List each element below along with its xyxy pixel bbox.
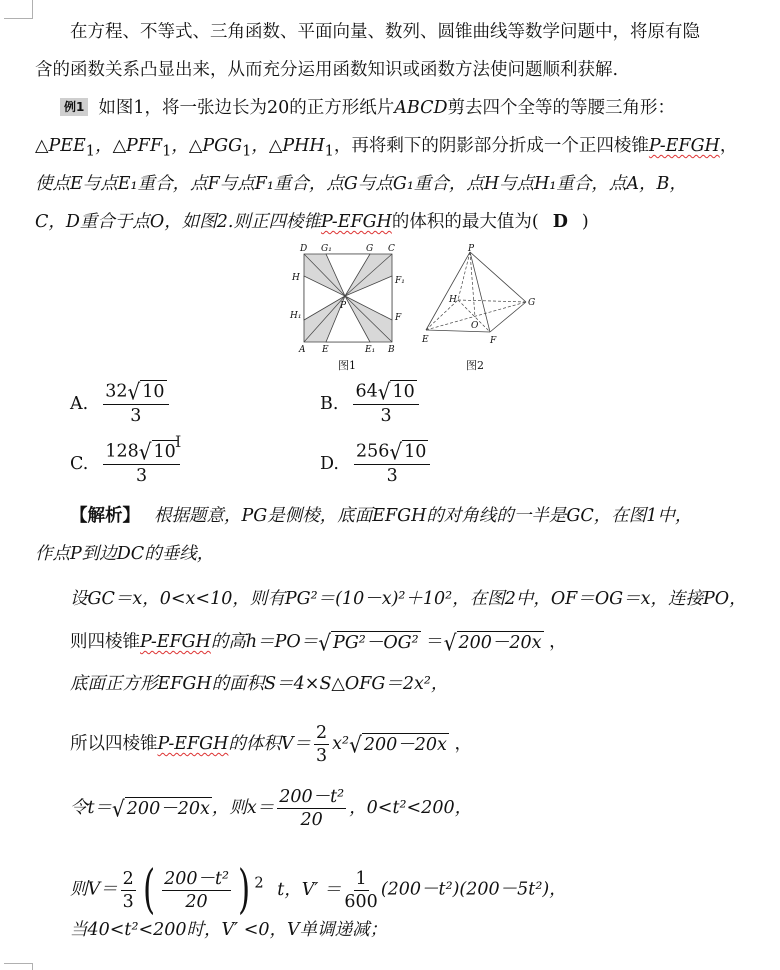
text: (200－t²)(200－5t²)， <box>380 879 567 900</box>
denominator: 3 <box>135 466 148 486</box>
option-fraction: 256 √ 10 3 <box>354 440 430 487</box>
text: ， <box>454 734 472 754</box>
option-fraction: 128 √ 10 3 <box>103 440 179 487</box>
coef: 64 <box>355 381 378 402</box>
label-F: F <box>395 313 402 323</box>
example-line-1 <box>60 96 675 120</box>
label-D: D <box>300 244 308 254</box>
label-O: O <box>471 321 479 331</box>
text: 的体积的最大值为( <box>391 212 539 232</box>
option-label: C. <box>70 453 89 474</box>
radicand: 200－20x <box>458 632 542 653</box>
label-G: G <box>528 298 536 308</box>
label-G: G <box>366 244 374 254</box>
label-B: B <box>388 345 395 354</box>
example-line-2: $\triangle PEE_1$，$\triangle PFF_1$，$\triangle PGG_1$，$\triangle PHH_1$，再将剩下的阴影部分折成一个正四棱锥P-EFGH， <box>35 136 738 160</box>
option-B[interactable] <box>320 380 422 427</box>
text: ，再将剩下的阴影部分折成一个正四棱锥 <box>333 136 649 156</box>
figure-1-diagram <box>284 242 404 354</box>
label-E1: E₁ <box>365 345 376 354</box>
text: ，0<t²<200， <box>349 798 473 818</box>
radicand: 10 <box>153 442 176 462</box>
text: 则四棱锥 <box>70 632 140 652</box>
page-corner-mark <box>4 0 33 19</box>
square-name: ABCD <box>394 98 448 118</box>
pyramid-name: P-EFGH <box>648 136 720 156</box>
denominator: 600 <box>344 891 378 912</box>
coef: 256 <box>355 441 390 462</box>
figure-2 <box>418 242 543 358</box>
pyramid-name: P-EFGH <box>140 632 211 652</box>
text: ，则x＝ <box>211 798 275 818</box>
label-F1: F₁ <box>395 276 404 286</box>
numerator: 2 <box>316 723 328 743</box>
triangle-4: ，△PHH <box>251 136 325 156</box>
numerator: 200－t² <box>164 868 230 889</box>
text: ， <box>719 136 738 156</box>
radicand: 10 <box>142 382 165 402</box>
text: 则V＝ <box>70 879 118 900</box>
radicand: 10 <box>404 442 427 462</box>
denominator: 3 <box>386 466 398 486</box>
pyramid-name: P-EFGH <box>320 212 392 232</box>
coef: 128 <box>105 441 139 462</box>
radicand: 200－20x <box>126 798 210 819</box>
denominator: 3 <box>316 746 328 766</box>
denominator: 20 <box>300 810 323 830</box>
label-P: P <box>468 244 475 254</box>
option-label: B. <box>320 393 339 414</box>
figure-2-diagram <box>418 242 543 354</box>
label-F: F <box>490 336 497 346</box>
triangle-3: ，△PGG <box>171 136 243 156</box>
triangle-2: ，△PFF <box>95 136 163 156</box>
solution-line-9: 当40<t²<200时，V′ <0，V单调递减； <box>70 920 388 940</box>
option-fraction: 64 √ 10 3 <box>353 380 418 427</box>
denominator: 3 <box>122 891 134 912</box>
text: 剪去四个全等的等腰三角形： <box>447 98 676 118</box>
figure-1-caption: 图1 <box>338 359 356 372</box>
intro-line-2: 含的函数关系凸显出来，从而充分运用函数知识或函数方法使问题顺利获解. <box>35 60 619 80</box>
text: 令t＝ <box>70 798 113 818</box>
solution-line-5: 底面正方形EFGH的面积S＝4×S△OFG＝2x²， <box>70 674 449 694</box>
solution-line-6: 所以四棱锥P-EFGH的体积V＝ $\frac{2}{3}$ x² √ 200－20x ， <box>70 723 472 766</box>
radicand: PG²－OG² <box>333 632 419 653</box>
numerator: 1 <box>355 868 367 889</box>
radicand: 200－20x <box>363 734 447 755</box>
denominator: 3 <box>380 406 392 426</box>
label-H: H <box>292 273 300 283</box>
solution-line-3: 设GC＝x，0<x<10，则有PG²＝(10－x)²＋10²，在图2中，OF＝OG＝x，连接PO， <box>70 589 747 609</box>
solution-line-8: 则V＝ $\frac{2}{3}$ ( $\frac{\text{200－t²}}{20}$ ) $^2$ t，V′ ＝ $\frac{1}{600}$ (200－t²)(200－5t²)， <box>70 860 567 920</box>
text: 如图1，将一张边长为20的正方形纸片 <box>98 98 395 118</box>
pyramid-name: P-EFGH <box>157 734 229 754</box>
coef: 32 <box>105 381 128 402</box>
text: ， <box>549 632 567 652</box>
radicand: 10 <box>392 382 415 402</box>
text: ＝ <box>426 632 444 652</box>
option-fraction: 32 √ 10 3 <box>103 380 168 427</box>
example-tag: 例1 <box>60 98 88 116</box>
label-E: E <box>422 335 429 345</box>
text: t，V′ ＝ <box>277 879 342 900</box>
solution-line-1 <box>70 504 692 528</box>
numerator: 2 <box>122 868 134 889</box>
label-A: A <box>299 345 306 354</box>
label-P: P <box>340 301 347 311</box>
denominator: 3 <box>130 406 142 426</box>
figure-1 <box>284 242 404 358</box>
solution-heading: 【解析】 <box>70 506 140 526</box>
triangle-1: △PEE <box>35 136 86 156</box>
example-line-4 <box>35 210 589 234</box>
exponent: 2 <box>254 874 264 892</box>
text: 的高h＝PO＝ <box>210 632 319 652</box>
label-E: E <box>322 345 329 354</box>
denominator: 20 <box>185 891 208 912</box>
text: 的体积V＝ <box>228 734 312 754</box>
text: 所以四棱锥 <box>70 734 158 754</box>
option-D[interactable] <box>320 440 433 487</box>
solution-line-7: 令t＝ √ 200－20x ，则x＝ $\frac{\text{200－t²}}{20}$ ，0<t²<200， <box>70 787 473 830</box>
option-label: D. <box>320 453 339 474</box>
intro-line-1: 在方程、不等式、三角函数、平面向量、数列、圆锥曲线等数学问题中，将原有隐 <box>70 22 700 42</box>
option-label: A. <box>70 393 89 414</box>
answer-letter: D <box>552 212 568 232</box>
text-cursor-icon: I <box>175 432 182 451</box>
label-H: H <box>449 295 457 305</box>
solution-line-4: 则四棱锥P-EFGH的高h＝PO＝ √ PG²－OG² ＝ √ 200－20x ， <box>70 629 567 656</box>
text: 根据题意，PG是侧棱，底面EFGH的对角线的一半是GC，在图1中， <box>154 506 693 526</box>
label-H1: H₁ <box>290 311 302 321</box>
text: x² <box>332 734 350 754</box>
option-C[interactable] <box>70 440 183 487</box>
solution-line-2: 作点P到边DC的垂线， <box>35 544 215 564</box>
text: ) <box>581 212 589 232</box>
option-A[interactable] <box>70 380 172 427</box>
example-line-3: 使点E与点E₁重合，点F与点F₁重合，点G与点G₁重合，点H与点H₁重合，点A，B， <box>35 174 687 194</box>
label-C: C <box>388 244 395 254</box>
numerator: 200－t² <box>279 787 345 807</box>
label-G1: G₁ <box>321 244 332 254</box>
figure-2-caption: 图2 <box>466 359 484 372</box>
text: C，D重合于点O，如图2.则正四棱锥 <box>35 212 321 232</box>
page-corner-mark-bottom <box>4 963 33 970</box>
